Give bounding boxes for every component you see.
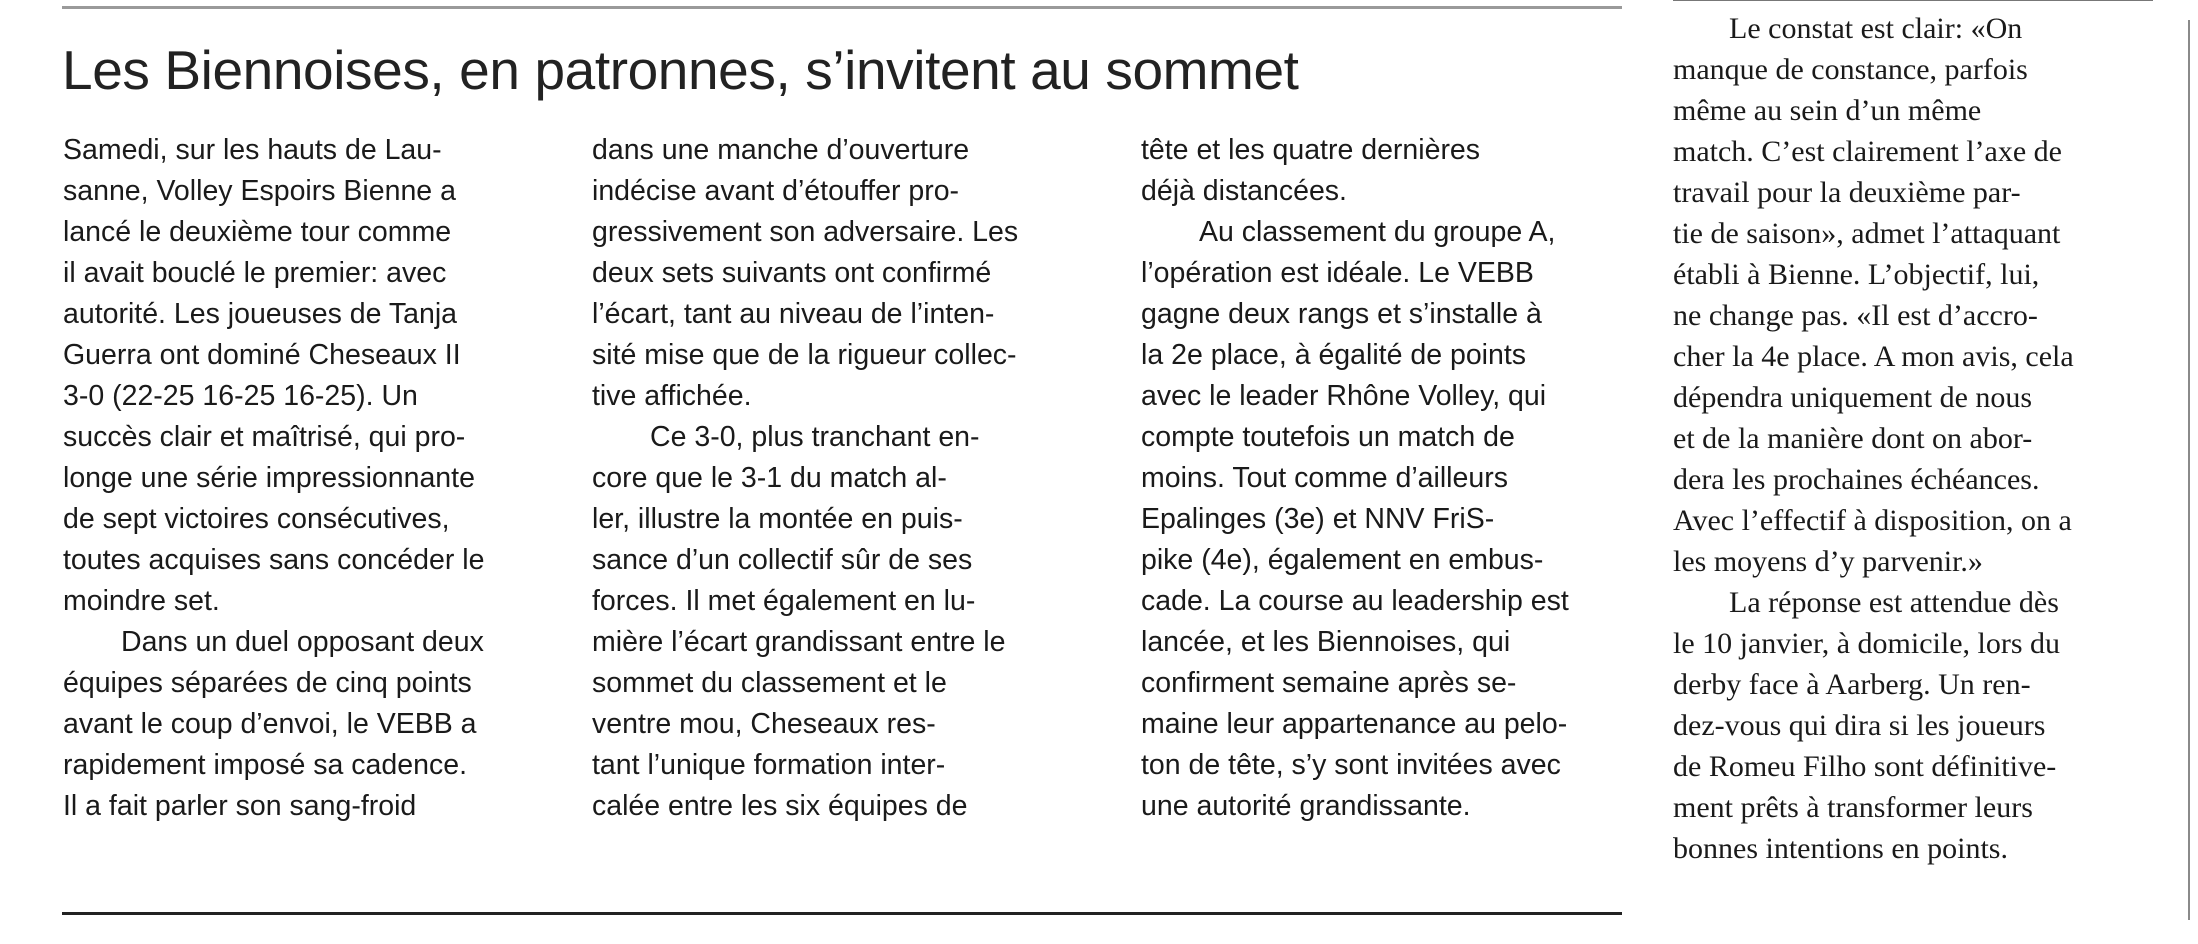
side-article <box>1673 0 2173 944</box>
text-line: de Romeu Filho sont définitive- <box>1673 750 2057 783</box>
text-line: le 10 janvier, à domicile, lors du <box>1673 627 2061 660</box>
text-line: La réponse est attendue dès <box>1729 586 2059 619</box>
text-line: établi à Bienne. L’objectif, lui, <box>1673 258 2040 291</box>
text-line: dans une manche d’ouverture <box>592 134 970 166</box>
text-line: autorité. Les joueuses de Tanja <box>63 298 458 330</box>
text-line: avec le leader Rhône Volley, qui <box>1141 380 1547 412</box>
text-line: sanne, Volley Espoirs Bienne a <box>63 175 456 207</box>
text-line: calée entre les six équipes de <box>592 790 968 822</box>
text-line: une autorité grandissante. <box>1141 790 1471 822</box>
text-line: forces. Il met également en lu- <box>592 585 976 617</box>
text-line: succès clair et maîtrisé, qui pro- <box>63 421 466 453</box>
text-line: Dans un duel opposant deux <box>121 626 484 658</box>
text-line: Epalinges (3e) et NNV FriS- <box>1141 503 1495 535</box>
text-line: déjà distancées. <box>1141 175 1347 207</box>
text-line: longe une série impressionnante <box>63 462 475 494</box>
text-line: cher la 4e place. A mon avis, cela <box>1673 340 2074 373</box>
text-line: ler, illustre la montée en puis- <box>592 503 963 535</box>
text-line: confirment semaine après se- <box>1141 667 1517 699</box>
text-line: ventre mou, Cheseaux res- <box>592 708 936 740</box>
text-line: dera les prochaines échéances. <box>1673 463 2040 496</box>
text-line: sité mise que de la rigueur collec- <box>592 339 1017 371</box>
text-line: gressivement son adversaire. Les <box>592 216 1019 248</box>
text-column-3 <box>1141 130 1661 827</box>
text-line: moindre set. <box>63 585 220 617</box>
text-line: il avait bouclé le premier: avec <box>63 257 447 289</box>
text-line: core que le 3-1 du match al- <box>592 462 947 494</box>
text-line: bonnes intentions en points. <box>1673 832 2008 865</box>
text-line: Guerra ont dominé Cheseaux II <box>63 339 461 371</box>
text-line: équipes séparées de cinq points <box>63 667 472 699</box>
text-line: avant le coup d’envoi, le VEBB a <box>63 708 477 740</box>
text-line: ment prêts à transformer leurs <box>1673 791 2033 824</box>
text-line: Au classement du groupe A, <box>1199 216 1556 248</box>
text-line: toutes acquises sans concéder le <box>63 544 485 576</box>
text-line: Avec l’effectif à disposition, on a <box>1673 504 2072 537</box>
text-line: rapidement imposé sa cadence. <box>63 749 467 781</box>
text-line: compte toutefois un match de <box>1141 421 1515 453</box>
text-line: ton de tête, s’y sont invitées avec <box>1141 749 1561 781</box>
text-column-2 <box>592 130 1112 827</box>
text-line: travail pour la deuxième par- <box>1673 176 2021 209</box>
text-line: sommet du classement et le <box>592 667 947 699</box>
text-line: l’écart, tant au niveau de l’inten- <box>592 298 995 330</box>
text-line: lancé le deuxième tour comme <box>63 216 452 248</box>
text-line: Ce 3-0, plus tranchant en- <box>650 421 980 453</box>
side-text-column <box>1673 8 2168 869</box>
text-line: maine leur appartenance au pelo- <box>1141 708 1568 740</box>
text-line: deux sets suivants ont confirmé <box>592 257 992 289</box>
text-line: dez-vous qui dira si les joueurs <box>1673 709 2046 742</box>
text-column-1 <box>63 130 583 827</box>
text-line: derby face à Aarberg. Un ren- <box>1673 668 2031 701</box>
text-line: 3-0 (22-25 16-25 16-25). Un <box>63 380 418 412</box>
text-line: Le constat est clair: «On <box>1729 12 2023 45</box>
text-line: tive affichée. <box>592 380 752 412</box>
text-line: de sept victoires consécutives, <box>63 503 450 535</box>
text-line: Il a fait parler son sang-froid <box>63 790 417 822</box>
text-line: gagne deux rangs et s’installe à <box>1141 298 1542 330</box>
text-line: la 2e place, à égalité de points <box>1141 339 1527 371</box>
text-line: dépendra uniquement de nous <box>1673 381 2033 414</box>
article-headline: Les Biennoises, en patronnes, s’invitent au sommet <box>62 39 1299 101</box>
text-line: indécise avant d’étouffer pro- <box>592 175 960 207</box>
bottom-divider <box>62 912 1622 915</box>
text-line: pike (4e), également en embus- <box>1141 544 1544 576</box>
side-top-divider <box>1673 0 2153 1</box>
text-line: manque de constance, parfois <box>1673 53 2028 86</box>
top-divider <box>62 6 1622 9</box>
text-line: mière l’écart grandissant entre le <box>592 626 1006 658</box>
text-line: les moyens d’y parvenir.» <box>1673 545 1983 578</box>
text-line: ne change pas. «Il est d’accro- <box>1673 299 2038 332</box>
column-divider <box>2188 20 2190 920</box>
text-line: Samedi, sur les hauts de Lau- <box>63 134 442 166</box>
text-line: tie de saison», admet l’attaquant <box>1673 217 2061 250</box>
text-line: tête et les quatre dernières <box>1141 134 1481 166</box>
text-line: moins. Tout comme d’ailleurs <box>1141 462 1508 494</box>
text-line: lancée, et les Biennoises, qui <box>1141 626 1511 658</box>
text-line: sance d’un collectif sûr de ses <box>592 544 973 576</box>
text-line: tant l’unique formation inter- <box>592 749 946 781</box>
text-line: l’opération est idéale. Le VEBB <box>1141 257 1534 289</box>
text-line: match. C’est clairement l’axe de <box>1673 135 2062 168</box>
text-line: même au sein d’un même <box>1673 94 1982 127</box>
text-line: cade. La course au leadership est <box>1141 585 1569 617</box>
text-line: et de la manière dont on abor- <box>1673 422 2033 455</box>
